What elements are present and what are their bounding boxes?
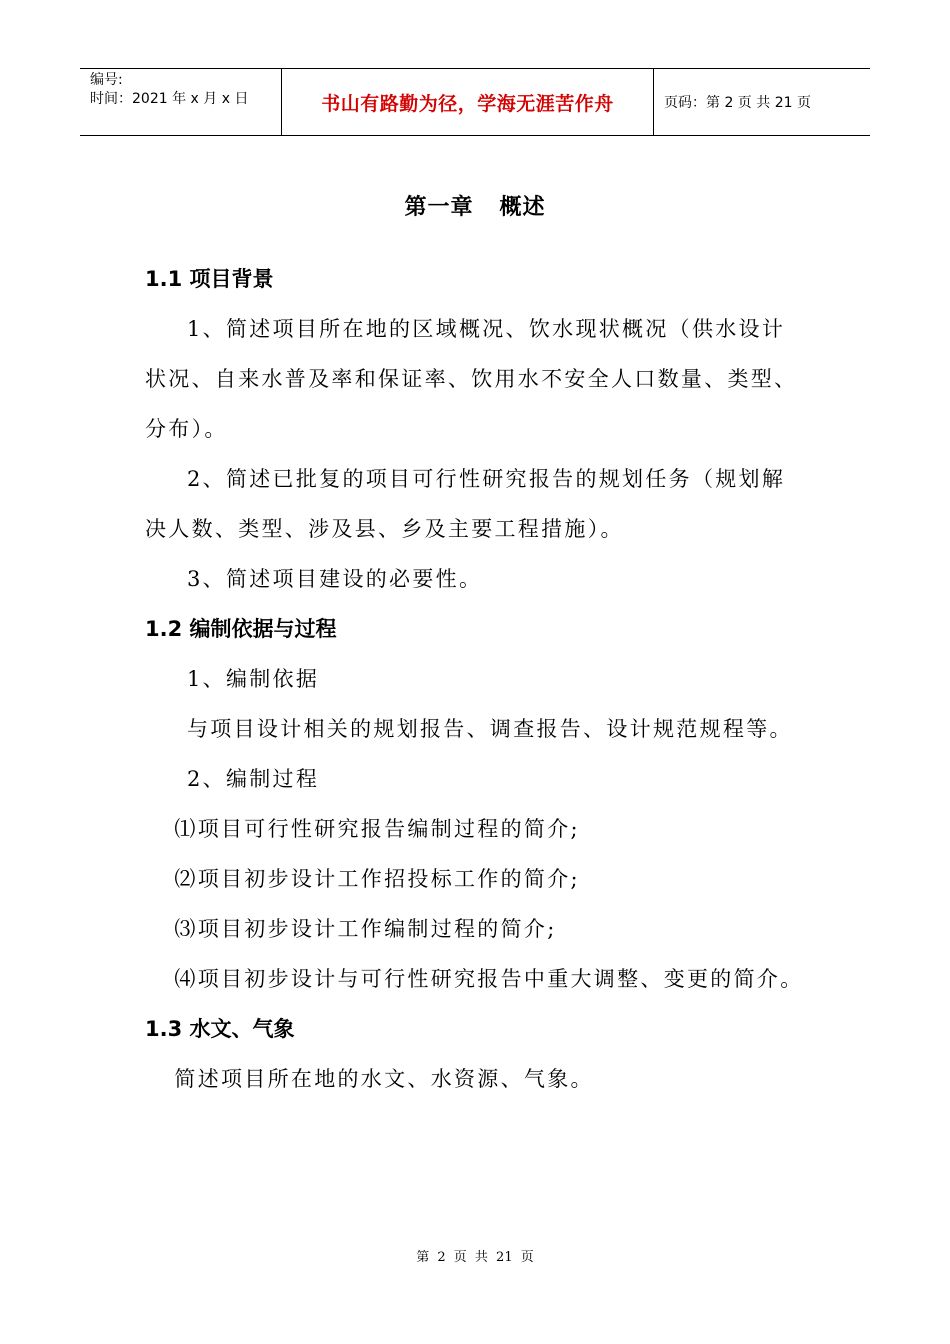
document-date-label: 时间：2021 年 x 月 x 日 xyxy=(90,91,249,107)
paragraph: 2、编制过程 xyxy=(187,767,320,791)
list-item: ⑶项目初步设计工作编制过程的简介; xyxy=(174,917,557,941)
page-header xyxy=(80,68,870,136)
paragraph: 1、编制依据 xyxy=(187,667,320,691)
paragraph: 简述项目所在地的水文、水资源、气象。 xyxy=(174,1067,594,1091)
list-item: ⑵项目初步设计工作招投标工作的简介; xyxy=(174,867,580,891)
paragraph: 3、简述项目建设的必要性。 xyxy=(187,567,483,591)
chapter-title: 第一章 概述 xyxy=(404,195,546,220)
list-item: ⑷项目初步设计与可行性研究报告中重大调整、变更的简介。 xyxy=(174,967,804,991)
list-item: ⑴项目可行性研究报告编制过程的简介; xyxy=(174,817,580,841)
document-body xyxy=(145,254,805,1104)
paragraph: 与项目设计相关的规划报告、调查报告、设计规范规程等。 xyxy=(187,717,793,741)
section-heading-1-3: 1.3 水文、气象 xyxy=(145,1017,295,1041)
header-meta-cell xyxy=(80,69,282,135)
header-motto: 书山有路勤为径，学海无涯苦作舟 xyxy=(282,69,654,135)
page-footer: 第 2 页 共 21 页 xyxy=(416,1250,534,1265)
document-number-label: 编号: xyxy=(90,72,123,88)
paragraph: 1、简述项目所在地的区域概况、饮水现状概况（供水设计状况、自来水普及率和保证率、饮用水不安全人口数量、类型、分布）。 xyxy=(145,317,798,441)
section-heading-1-1: 1.1 项目背景 xyxy=(145,267,274,291)
section-heading-1-2: 1.2 编制依据与过程 xyxy=(145,617,337,641)
header-page-number: 页码：第 2 页 共 21 页 xyxy=(664,95,811,111)
paragraph: 2、简述已批复的项目可行性研究报告的规划任务（规划解决人数、类型、涉及县、乡及主要工程措施）。 xyxy=(145,467,786,541)
